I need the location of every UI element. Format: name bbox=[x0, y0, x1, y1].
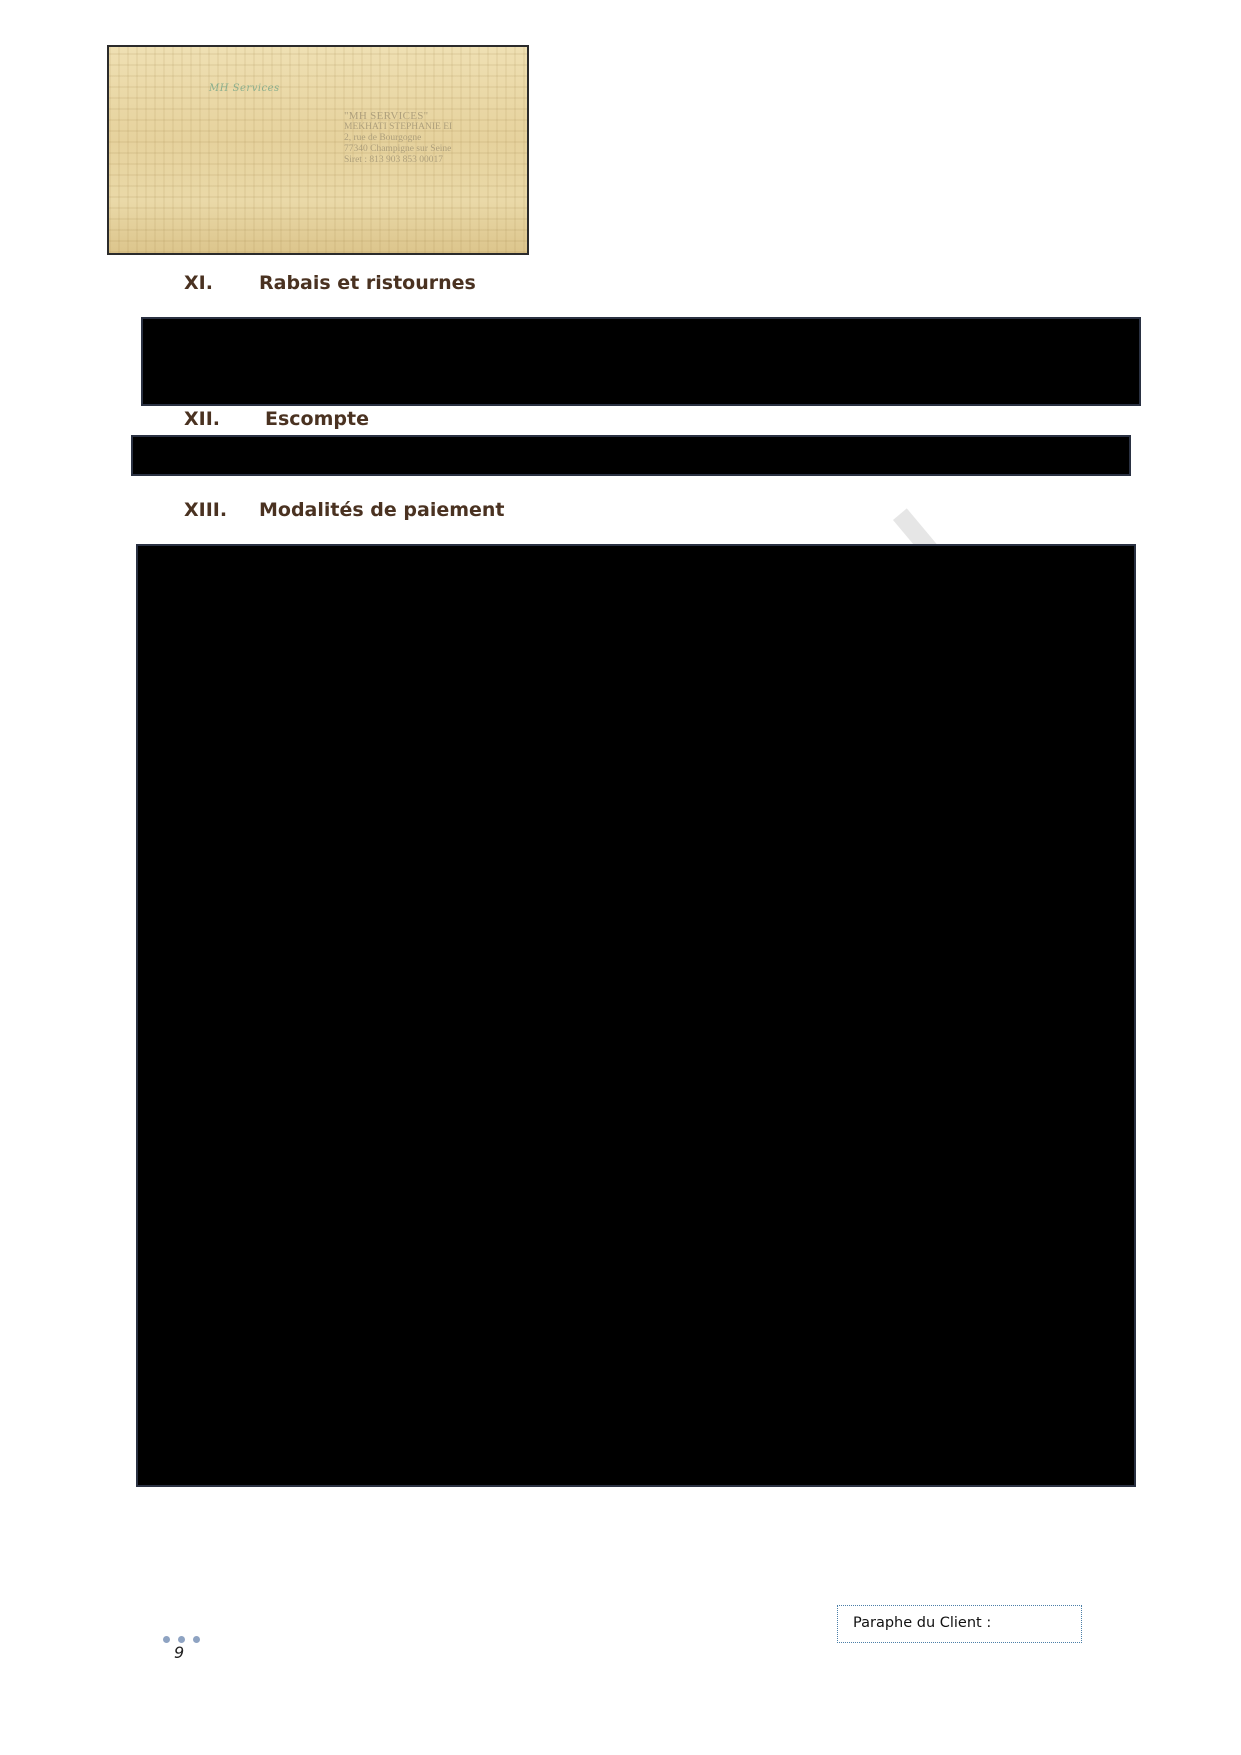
redacted-block bbox=[131, 435, 1131, 476]
stamp-line: MEKHATI STEPHANIE EI bbox=[344, 122, 453, 132]
section-title: Escompte bbox=[265, 408, 369, 430]
section-number: XIII. bbox=[184, 499, 228, 521]
client-initials-box[interactable] bbox=[837, 1605, 1082, 1643]
section-title: Rabais et ristournes bbox=[259, 272, 476, 294]
section-number: XII. bbox=[184, 408, 221, 430]
stamp-line: 77340 Champigne sur Seine bbox=[344, 144, 452, 154]
stamp-line: Siret : 813 903 853 00017 bbox=[344, 155, 443, 165]
section-number: XI. bbox=[184, 272, 213, 294]
section-title: Modalités de paiement bbox=[259, 499, 505, 521]
stamp-line: "MH SERVICES" bbox=[344, 110, 429, 122]
client-initials-label: Paraphe du Client : bbox=[853, 1615, 992, 1631]
redacted-block bbox=[141, 317, 1141, 406]
stamp-brand: MH Services bbox=[209, 83, 280, 94]
redacted-block bbox=[136, 544, 1136, 1487]
stamp-line: 2, rue de Bourgogne bbox=[344, 133, 422, 143]
stamp-text bbox=[344, 111, 452, 166]
page-number: 9 bbox=[174, 1643, 185, 1662]
company-stamp-image bbox=[107, 45, 529, 255]
